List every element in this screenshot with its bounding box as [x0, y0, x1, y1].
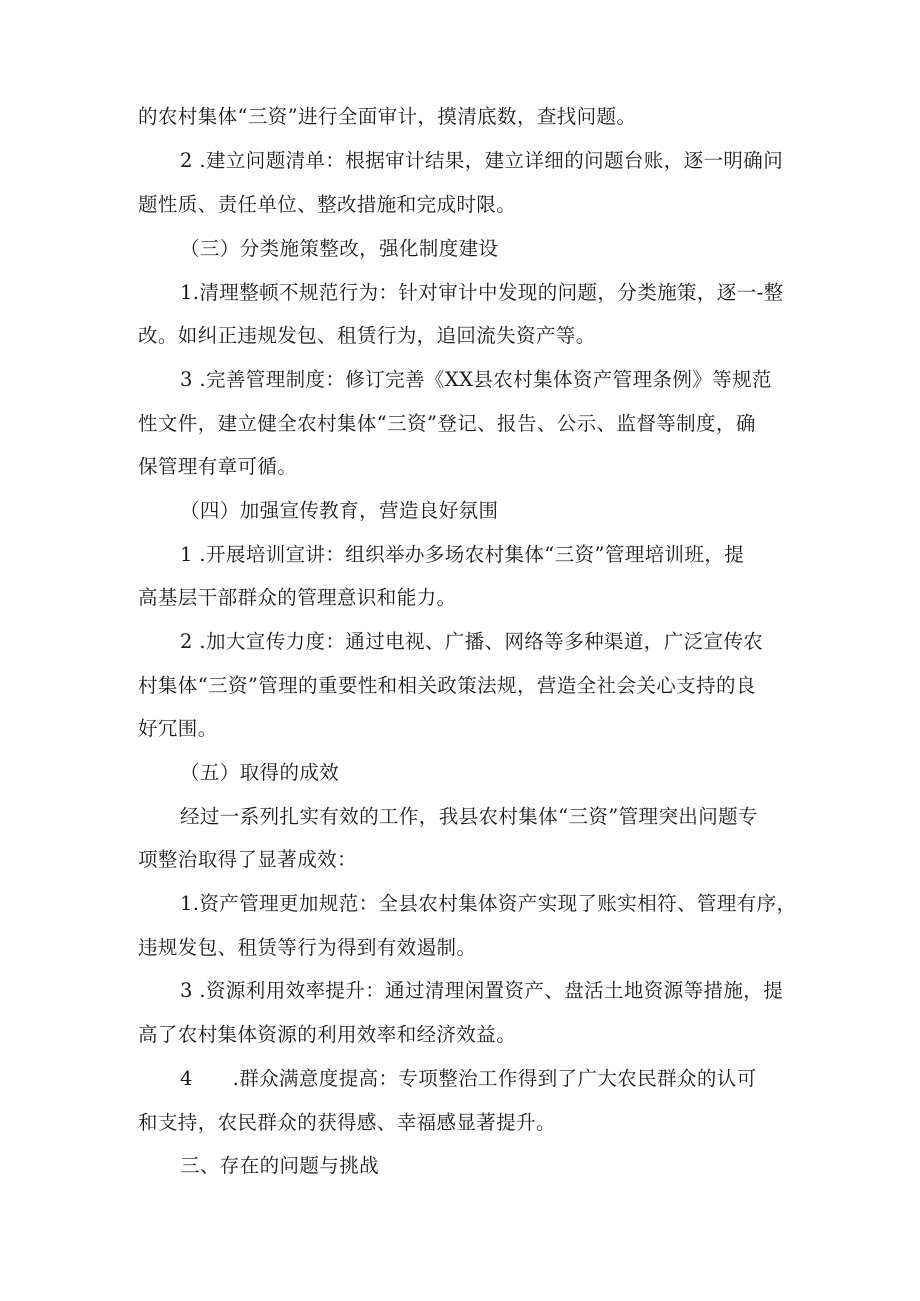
list-item-line: 3 .资源利用效率提升：通过清理闲置资产、盘活土地资源等措施，提 — [180, 979, 784, 1002]
list-item-line: 1 .开展培训宣讲：组织举办多场农村集体“三资”管理培训班，提 — [180, 543, 745, 566]
section-heading: （四）加强宣传教育，营造良好氛围 — [180, 499, 499, 522]
list-item-line: 2 .建立问题清单：根据审计结果，建立详细的问题台账，逐一明确问 — [180, 149, 784, 172]
paragraph-line: 高基层干部群众的管理意识和能力。 — [138, 586, 457, 609]
list-item-line: 1.资产管理更加规范：全县农村集体资产实现了账实相符、管理有序， — [180, 892, 797, 915]
paragraph-line: 经过一系列扎实有效的工作，我县农村集体“三资”管理突出问题专 — [180, 805, 758, 828]
section-heading: （五）取得的成效 — [180, 761, 340, 784]
paragraph-line: 题性质、责任单位、整改措施和完成时限。 — [138, 193, 517, 216]
list-item-line: 2 .加大宣传力度：通过电视、广播、网络等多种渠道，广泛宣传农 — [180, 630, 764, 653]
paragraph-line: 保管理有章可循。 — [138, 455, 298, 478]
list-item-line: 3 .完善管理制度：修订完善《XX县农村集体资产管理条例》等规范 — [180, 368, 772, 391]
list-item-line: 4 .群众满意度提高：专项整治工作得到了广大农民群众的认可 — [180, 1067, 757, 1090]
section-heading: （三）分类施策整改，强化制度建设 — [180, 237, 499, 260]
paragraph-line: 性文件，建立健全农村集体“三资”登记、报告、公示、监督等制度，确 — [138, 412, 756, 435]
paragraph-line: 好冗围。 — [138, 717, 218, 740]
paragraph-line: 违规发包、租赁等行为得到有效遏制。 — [138, 936, 477, 959]
paragraph-line: 项整治取得了显著成效： — [138, 848, 357, 871]
paragraph-line: 的农村集体“三资”进行全面审计，摸清底数，查找问题。 — [138, 105, 637, 128]
chapter-heading: 三、存在的问题与挑战 — [180, 1154, 380, 1177]
list-item-line: 1.清理整顿不规范行为：针对审计中发现的问题，分类施策，逐一-整 — [180, 281, 784, 304]
paragraph-line: 和支持，农民群众的获得感、幸福感显著提升。 — [138, 1111, 556, 1134]
paragraph-line: 高了农村集体资源的利用效率和经济效益。 — [138, 1023, 517, 1046]
paragraph-line: 村集体“三资”管理的重要性和相关政策法规，营造全社会关心支持的良 — [138, 674, 756, 697]
paragraph-line: 改。如纠正违规发包、租赁行为，追回流失资产等。 — [138, 324, 596, 347]
